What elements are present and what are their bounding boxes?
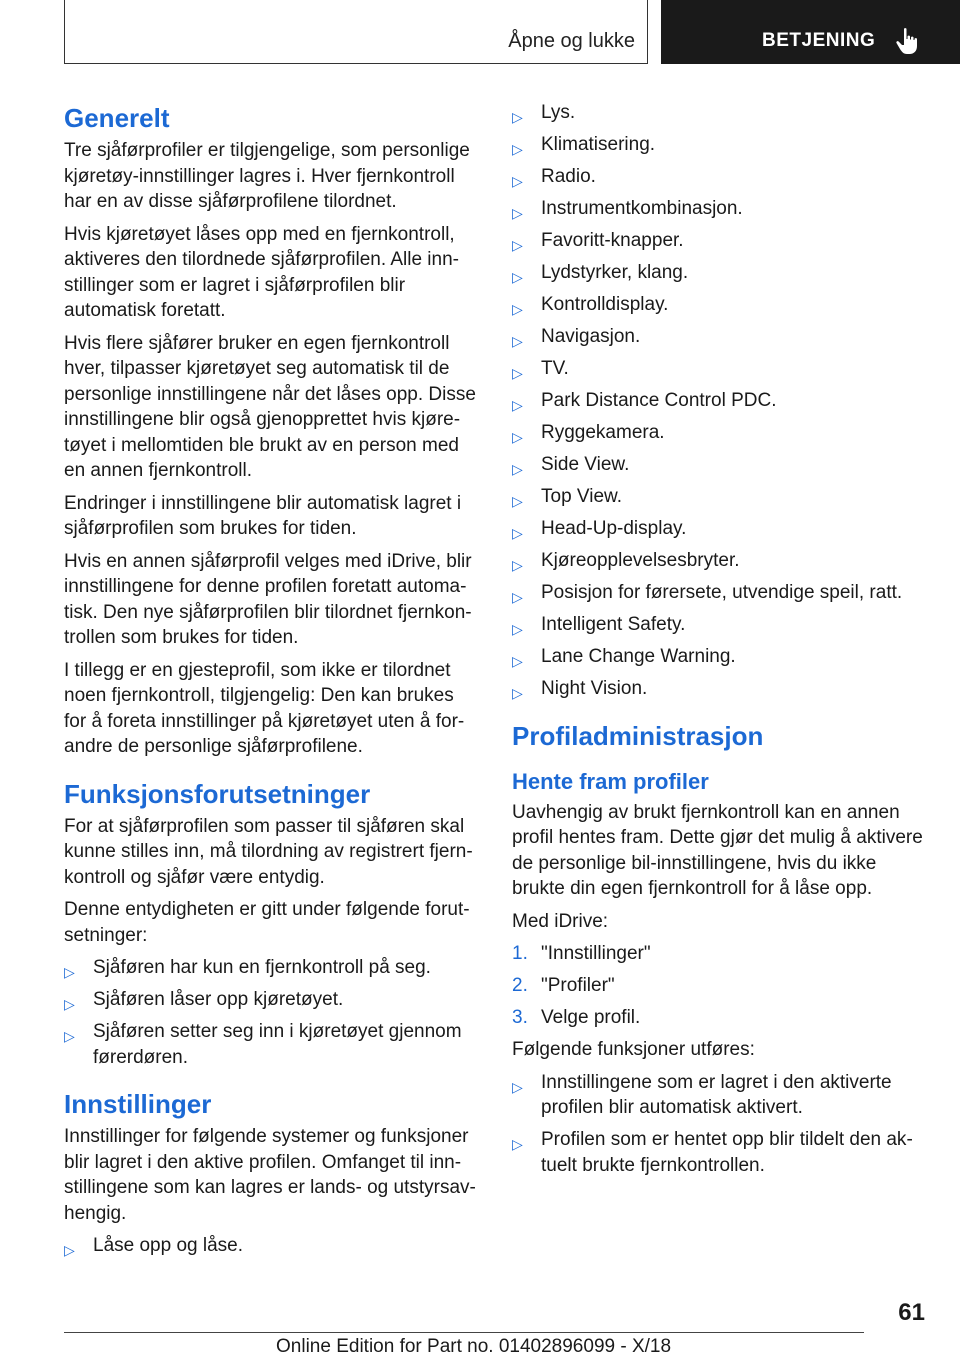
list-item xyxy=(512,196,924,222)
paragraph: Hvis en annen sjåførprofil velges med iDrive, blir innstillingene for denne profilen foretatt automatisk. Den nye sjåførprofilen blir tilordnet fjernkontrollen som brukes for tiden. xyxy=(64,550,472,648)
step-item xyxy=(512,1005,924,1031)
step-text: "Profiler" xyxy=(541,975,615,996)
list-item xyxy=(64,987,476,1013)
triangle-bullet-icon: ▷ xyxy=(512,397,523,413)
list-item xyxy=(512,516,924,542)
list-item xyxy=(512,260,924,286)
triangle-bullet-icon: ▷ xyxy=(512,589,523,605)
section-title: Åpne og lukke xyxy=(508,30,635,52)
list-item-text: Instrumentkombinasjon. xyxy=(541,198,743,219)
list-item xyxy=(512,580,924,606)
paragraph: Innstillinger for følgende systemer og funksjoner blir lagret i den aktive profilen. Omfanget til innstillingene som kan lagres er lands- og utstyrsavhengig. xyxy=(64,1126,476,1224)
list-item-text: Klimatisering. xyxy=(541,134,656,155)
triangle-bullet-icon: ▷ xyxy=(512,429,523,445)
list-item xyxy=(512,1070,924,1121)
step-number: 3. xyxy=(512,1007,528,1028)
list-item xyxy=(512,484,924,510)
list-item xyxy=(512,420,924,446)
step-number: 1. xyxy=(512,943,528,964)
hand-pointer-icon xyxy=(895,27,919,55)
step-number: 2. xyxy=(512,975,528,996)
triangle-bullet-icon: ▷ xyxy=(512,621,523,637)
list-item-text: Sjåføren har kun en fjernkontroll på seg. xyxy=(93,957,431,978)
triangle-bullet-icon: ▷ xyxy=(512,653,523,669)
paragraph: Uavhengig av brukt fjernkontroll kan en annen profil hentes fram. Dette gjør det mulig å aktivere de personlige bil-innstillingene, hvis du ikke brukte din egen fjernkontroll for å låse opp. xyxy=(512,801,923,899)
list-item-text: Posisjon for førersete, utvendige speil, ratt. xyxy=(541,582,903,603)
list-item xyxy=(512,100,924,126)
triangle-bullet-icon: ▷ xyxy=(512,141,523,157)
list-item xyxy=(64,1019,476,1070)
list-item xyxy=(512,388,924,414)
list-item-text: Radio. xyxy=(541,166,596,187)
list-item xyxy=(512,452,924,478)
list-item xyxy=(512,356,924,382)
step-item xyxy=(512,973,924,999)
list-item xyxy=(512,132,924,158)
list-item xyxy=(512,324,924,350)
triangle-bullet-icon: ▷ xyxy=(512,109,523,125)
list-item-text: Top View. xyxy=(541,486,622,507)
triangle-bullet-icon: ▷ xyxy=(512,1078,523,1095)
list-item xyxy=(64,955,476,981)
list-item xyxy=(512,644,924,670)
list-item-text: Head-Up-display. xyxy=(541,518,687,539)
list-item-text: Favoritt-knapper. xyxy=(541,230,684,251)
list-item xyxy=(64,1233,476,1259)
left-column xyxy=(64,100,476,1265)
triangle-bullet-icon: ▷ xyxy=(64,1028,75,1044)
chapter-title: BETJENING xyxy=(762,30,876,51)
footer-edition-text: Online Edition for Part no. 01402896099 - X/18 xyxy=(276,1336,672,1357)
list-item-text: Kontrolldisplay. xyxy=(541,294,669,315)
list-item-text: Sjåføren setter seg inn i kjøretøyet gjennom førerdøren. xyxy=(93,1021,462,1068)
paragraph: Med iDrive: xyxy=(512,910,609,932)
list-item xyxy=(512,676,924,702)
list-item-text: Låse opp og låse. xyxy=(93,1235,244,1256)
list-item-text: TV. xyxy=(541,358,569,379)
list-item xyxy=(512,292,924,318)
right-column xyxy=(512,100,924,1185)
list-item-text: Lys. xyxy=(541,102,576,123)
triangle-bullet-icon: ▷ xyxy=(512,557,523,573)
heading-generelt: Generelt xyxy=(64,103,170,133)
step-text: Velge profil. xyxy=(541,1007,641,1028)
triangle-bullet-icon: ▷ xyxy=(64,996,75,1012)
heading-innstillinger: Innstillinger xyxy=(64,1089,212,1119)
heading-profiladministrasjon: Profiladministrasjon xyxy=(512,720,764,751)
triangle-bullet-icon: ▷ xyxy=(512,173,523,189)
bullet-list xyxy=(64,1233,476,1259)
list-item xyxy=(512,1127,924,1178)
list-item-text: Night Vision. xyxy=(541,678,648,699)
settings-bullet-list xyxy=(512,100,924,702)
paragraph: For at sjåførprofilen som passer til sjåføren skal kunne stilles inn, må tilordning av registrert fjernkontroll og sjåfør være entydig. xyxy=(64,815,473,888)
triangle-bullet-icon: ▷ xyxy=(512,525,523,541)
list-item-text: Lydstyrker, klang. xyxy=(541,262,689,283)
paragraph: Tre sjåførprofiler er tilgjengelige, som personlige kjøretøy-innstillinger lagres i. Hver fjernkontroll har en av disse sjåførprofilene tilordnet. xyxy=(64,140,470,212)
paragraph: I tillegg er en gjesteprofil, som ikke er tilordnet noen fjernkontroll, tilgjengelig: Den kan brukes for å foreta innstillinger på kjøretøyet uten å forandre de personlige sjåførprofilene. xyxy=(64,659,465,757)
footer-divider xyxy=(64,1332,864,1333)
list-item xyxy=(512,548,924,574)
list-item-text: Sjåføren låser opp kjøretøyet. xyxy=(93,989,344,1010)
list-item-text: Kjøreopplevelsesbryter. xyxy=(541,550,740,571)
triangle-bullet-icon: ▷ xyxy=(512,205,523,221)
header-chapter-tab xyxy=(661,0,960,64)
paragraph: Hvis flere sjåfører bruker en egen fjernkontroll hver, tilpasser kjøretøyet seg automatisk til de personlige innstillingene når det låses opp. Disse innstillingene blir også gjenopprettet hvis kjøretøyet i mellomtiden ble brukt av en person med en annen fjernkontroll. xyxy=(64,332,476,481)
numbered-list xyxy=(512,941,924,1031)
triangle-bullet-icon: ▷ xyxy=(512,333,523,349)
list-item xyxy=(512,164,924,190)
triangle-bullet-icon: ▷ xyxy=(512,461,523,477)
step-item xyxy=(512,941,924,967)
list-item-text: Navigasjon. xyxy=(541,326,641,347)
list-item xyxy=(512,612,924,638)
list-item xyxy=(512,228,924,254)
paragraph: Hvis kjøretøyet låses opp med en fjernkontroll, aktiveres den tilordnede sjåførprofilen. Alle innstillinger som er lagret i sjåførprofilen blir automatisk foretatt. xyxy=(64,223,459,321)
bullet-list xyxy=(64,955,476,1070)
page-number: 61 xyxy=(898,1299,925,1326)
list-item-text: Intelligent Safety. xyxy=(541,614,686,635)
heading-hente-fram-profiler: Hente fram profiler xyxy=(512,768,709,794)
triangle-bullet-icon: ▷ xyxy=(64,964,75,980)
list-item-text: Innstillingene som er lagret i den aktiverte profilen blir automatisk aktivert. xyxy=(541,1071,892,1118)
list-item-text: Ryggekamera. xyxy=(541,422,665,443)
heading-funksjonsforutsetninger: Funksjonsforutsetninger xyxy=(64,778,371,809)
triangle-bullet-icon: ▷ xyxy=(64,1242,75,1258)
list-item-text: Profilen som er hentet opp blir tildelt den aktuelt brukte fjernkontrollen. xyxy=(541,1129,913,1176)
step-text: "Innstillinger" xyxy=(541,943,651,964)
list-item-text: Lane Change Warning. xyxy=(541,646,736,667)
triangle-bullet-icon: ▷ xyxy=(512,365,523,381)
paragraph: Denne entydigheten er gitt under følgende forutsetninger: xyxy=(64,899,470,946)
bullet-list xyxy=(512,1070,924,1179)
triangle-bullet-icon: ▷ xyxy=(512,1136,523,1152)
paragraph: Følgende funksjoner utføres: xyxy=(512,1039,755,1060)
list-item-text: Park Distance Control PDC. xyxy=(541,390,777,411)
triangle-bullet-icon: ▷ xyxy=(512,685,523,701)
triangle-bullet-icon: ▷ xyxy=(512,493,523,509)
paragraph: Endringer i innstillingene blir automatisk lagret i sjåførprofilen som brukes for tiden. xyxy=(64,492,462,539)
triangle-bullet-icon: ▷ xyxy=(512,301,523,317)
header-section-tab xyxy=(64,0,648,64)
list-item-text: Side View. xyxy=(541,454,630,475)
triangle-bullet-icon: ▷ xyxy=(512,269,523,285)
triangle-bullet-icon: ▷ xyxy=(512,237,523,253)
